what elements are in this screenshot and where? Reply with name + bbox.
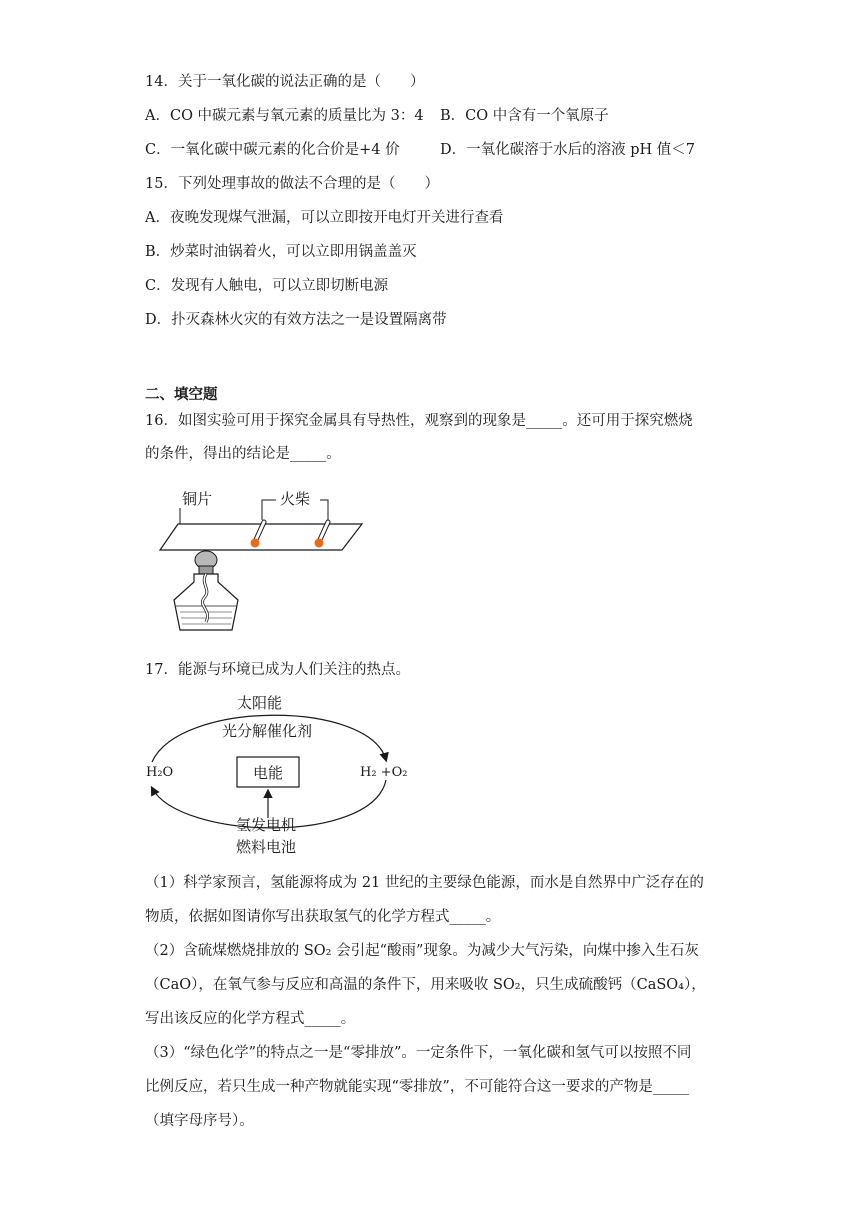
q16-line1: 16．如图实验可用于探究金属具有导热性，观察到的现象是_____。还可用于探究燃烧 bbox=[145, 413, 693, 429]
label-water: H₂O bbox=[146, 765, 174, 780]
q17-p2-line1: （2）含硫煤燃烧排放的 SO₂ 会引起“酸雨”现象。为减少大气污染，向煤中掺入生石灰 bbox=[145, 943, 699, 959]
q17-p1-line1: （1）科学家预言，氢能源将成为 21 世纪的主要绿色能源，而水是自然界中广泛存在的 bbox=[145, 875, 704, 891]
q16-line2: 的条件，得出的结论是_____。 bbox=[145, 446, 341, 462]
q14-option-b[interactable]: B．CO 中含有一个氧原子 bbox=[440, 108, 609, 124]
q14-option-c[interactable]: C．一氧化碳中碳元素的化合价是+4 价 bbox=[145, 142, 400, 158]
q17-stem: 17．能源与环境已成为人们关注的热点。 bbox=[145, 662, 410, 678]
label-electric: 电能 bbox=[253, 764, 284, 782]
label-catalyst: 光分解催化剂 bbox=[222, 722, 313, 740]
q15-option-d[interactable]: D．扑灭森林火灾的有效方法之一是设置隔离带 bbox=[145, 312, 447, 328]
q17-p3-line1: （3）“绿色化学”的特点之一是“零排放”。一定条件下，一氧化碳和氢气可以按照不同 bbox=[145, 1045, 692, 1061]
q15-option-c[interactable]: C．发现有人触电，可以立即切断电源 bbox=[145, 278, 389, 294]
q14-stem: 14．关于一氧化碳的说法正确的是（ ） bbox=[145, 74, 425, 90]
q15-option-b[interactable]: B．炒菜时油锅着火，可以立即用锅盖盖灭 bbox=[145, 244, 417, 260]
hydrogen-cycle-diagram bbox=[140, 690, 430, 860]
q14-option-a[interactable]: A．CO 中碳元素与氧元素的质量比为 3：4 bbox=[145, 108, 424, 124]
q15-option-a[interactable]: A．夜晚发现煤气泄漏，可以立即按开电灯开关进行查看 bbox=[145, 210, 504, 226]
match-label: 火柴 bbox=[280, 490, 311, 508]
match-head-1 bbox=[251, 539, 260, 548]
copper-plate-figure bbox=[150, 482, 380, 642]
match-head-2 bbox=[315, 539, 324, 548]
copper-label: 铜片 bbox=[182, 490, 213, 508]
label-fuel-cell: 燃料电池 bbox=[236, 838, 297, 856]
q15-stem: 15．下列处理事故的做法不合理的是（ ） bbox=[145, 176, 439, 192]
q17-p3-line3: （填字母序号）。 bbox=[145, 1113, 254, 1129]
section-title: 二、填空题 bbox=[145, 387, 218, 403]
label-generator: 氢发电机 bbox=[236, 816, 297, 834]
label-products: H₂ +O₂ bbox=[360, 765, 408, 780]
q17-p2-line2: （CaO），在氧气参与反应和高温的条件下，用来吸收 SO₂，只生成硫酸钙（CaSO₄）， bbox=[145, 977, 706, 993]
q14-option-d[interactable]: D．一氧化碳溶于水后的溶液 pH 值＜7 bbox=[440, 142, 695, 158]
label-solar: 太阳能 bbox=[237, 694, 283, 712]
q17-p2-line3: 写出该反应的化学方程式_____。 bbox=[145, 1011, 356, 1027]
q17-p3-line2: 比例反应，若只生成一种产物就能实现“零排放”，不可能符合这一要求的产物是_____ bbox=[145, 1079, 690, 1095]
q17-p1-line2: 物质，依据如图请你写出获取氢气的化学方程式_____。 bbox=[145, 909, 501, 925]
